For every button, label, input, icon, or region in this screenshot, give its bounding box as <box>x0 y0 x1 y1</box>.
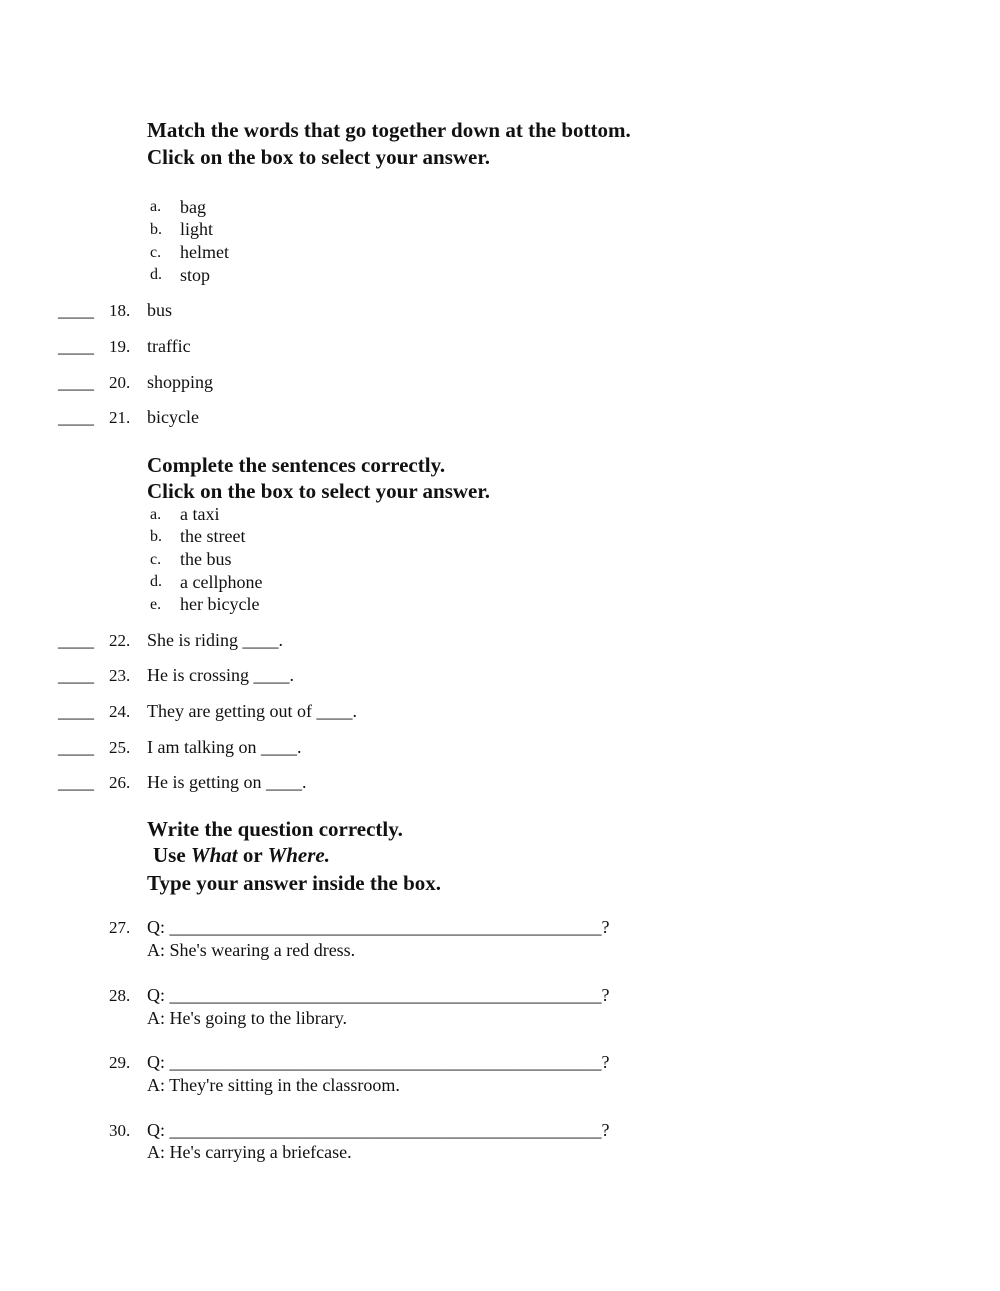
option-letter: a. <box>150 198 162 215</box>
answer-select-box[interactable]: ____ <box>58 407 94 427</box>
answer-select-box[interactable]: ____ <box>58 665 94 685</box>
item-text: He is crossing ____. <box>147 665 294 685</box>
question-prefix: Q: <box>147 985 165 1005</box>
answer-select-box[interactable]: ____ <box>58 772 94 792</box>
section2-heading-line2: Click on the box to select your answer. <box>147 479 490 503</box>
question-prefix: Q: <box>147 1052 165 1072</box>
section3-heading-line3: Type your answer inside the box. <box>147 871 442 895</box>
answer-select-box[interactable]: ____ <box>58 336 94 356</box>
answer-select-box[interactable]: ____ <box>58 372 94 392</box>
question-prefix: Q: <box>147 917 165 937</box>
option-letter: d. <box>150 573 162 590</box>
option-text: stop <box>180 265 211 285</box>
question-number: 27. <box>109 918 131 937</box>
item-text: bus <box>147 300 173 320</box>
question-mark: ? <box>601 917 610 937</box>
question-line <box>147 1052 610 1073</box>
option-text: bag <box>180 197 206 217</box>
heading-use: Use <box>153 843 186 867</box>
item-number: 23. <box>109 666 131 685</box>
option-letter: c. <box>150 551 162 568</box>
question-prefix: Q: <box>147 1120 165 1140</box>
item-text: shopping <box>147 372 214 392</box>
question-line <box>147 985 610 1006</box>
section2-heading-line1: Complete the sentences correctly. <box>147 453 446 477</box>
item-text: traffic <box>147 336 191 356</box>
question-line <box>147 1120 610 1141</box>
option-text: helmet <box>180 242 229 262</box>
item-number: 26. <box>109 773 131 792</box>
answer-select-box[interactable]: ____ <box>58 300 94 320</box>
question-input-box[interactable]: ________________________________________________ <box>169 1052 602 1072</box>
option-text: the street <box>180 526 246 546</box>
section1-heading-line2: Click on the box to select your answer. <box>147 145 490 169</box>
answer-text: A: He's carrying a briefcase. <box>147 1142 352 1162</box>
option-text: the bus <box>180 549 232 569</box>
option-letter: d. <box>150 266 162 283</box>
item-text: She is riding ____. <box>147 630 284 650</box>
item-text: bicycle <box>147 407 199 427</box>
option-text: light <box>180 219 214 239</box>
option-text: her bicycle <box>180 594 260 614</box>
item-number: 19. <box>109 337 131 356</box>
heading-where: Where. <box>267 843 330 867</box>
option-letter: b. <box>150 528 162 545</box>
question-line <box>147 917 610 938</box>
option-letter: b. <box>150 221 162 238</box>
question-input-box[interactable]: ________________________________________________ <box>169 985 602 1005</box>
item-text: I am talking on ____. <box>147 737 302 757</box>
option-text: a taxi <box>180 504 220 524</box>
answer-text: A: He's going to the library. <box>147 1008 348 1028</box>
option-letter: a. <box>150 506 162 523</box>
question-mark: ? <box>601 1120 610 1140</box>
option-letter: c. <box>150 244 162 261</box>
question-number: 29. <box>109 1053 131 1072</box>
section3-heading-line1: Write the question correctly. <box>147 817 403 841</box>
answer-select-box[interactable]: ____ <box>58 737 94 757</box>
item-number: 21. <box>109 408 131 427</box>
section1-heading-line1: Match the words that go together down at the bottom. <box>147 118 631 142</box>
item-number: 24. <box>109 702 131 721</box>
heading-what: What <box>190 843 238 867</box>
answer-text: A: She's wearing a red dress. <box>147 940 356 960</box>
question-mark: ? <box>601 1052 610 1072</box>
question-number: 28. <box>109 986 131 1005</box>
answer-text: A: They're sitting in the classroom. <box>147 1075 400 1095</box>
question-input-box[interactable]: ________________________________________________ <box>169 1120 602 1140</box>
item-number: 25. <box>109 738 131 757</box>
option-letter: e. <box>150 596 162 613</box>
item-number: 20. <box>109 373 131 392</box>
question-number: 30. <box>109 1121 131 1140</box>
answer-select-box[interactable]: ____ <box>58 630 94 650</box>
option-text: a cellphone <box>180 572 263 592</box>
heading-or: or <box>242 843 263 867</box>
question-mark: ? <box>601 985 610 1005</box>
answer-select-box[interactable]: ____ <box>58 701 94 721</box>
question-input-box[interactable]: ________________________________________________ <box>169 917 602 937</box>
item-text: He is getting on ____. <box>147 772 307 792</box>
item-number: 22. <box>109 631 131 650</box>
item-text: They are getting out of ____. <box>147 701 357 721</box>
section3-heading-line2 <box>153 843 330 868</box>
item-number: 18. <box>109 301 131 320</box>
